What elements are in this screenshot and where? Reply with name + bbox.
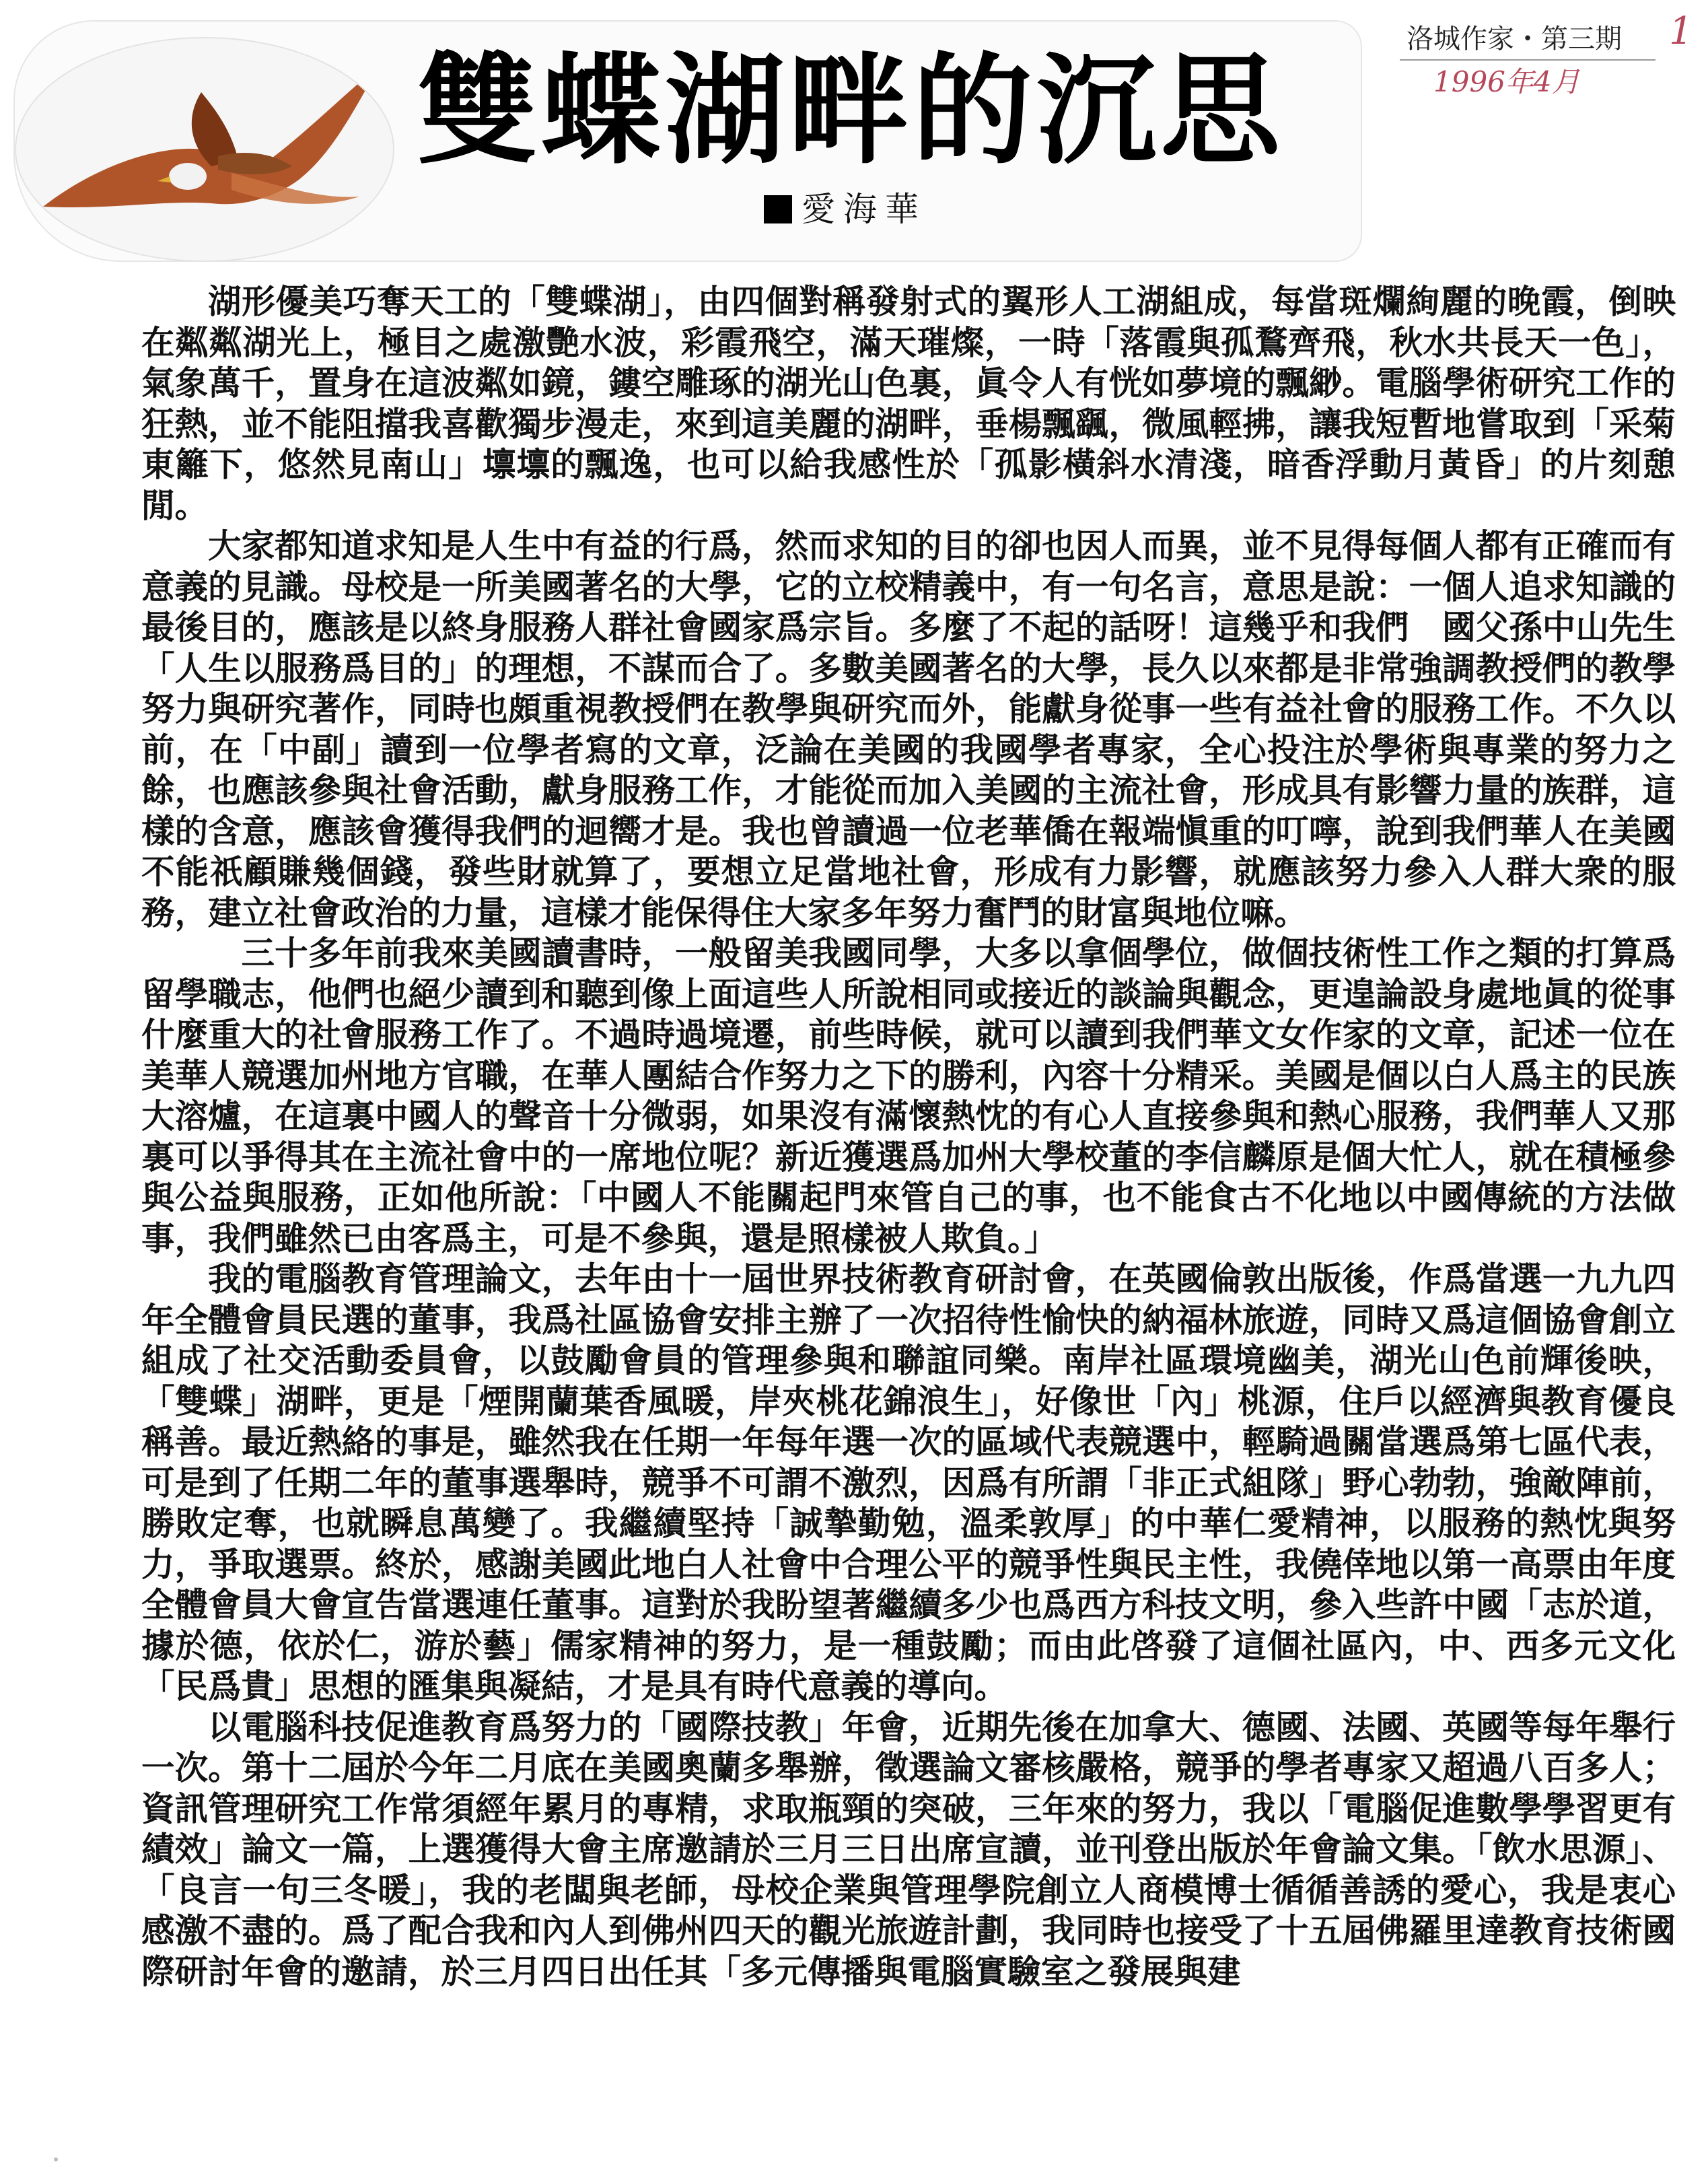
publication-label: 洛城作家・第三期 xyxy=(1407,24,1622,55)
page-number: 1 xyxy=(1669,9,1693,53)
paragraph: 大家都知道求知是人生中有益的行爲，然而求知的目的卻也因人而異，並不見得每個人都有正確而有意義的見識。母校是一所美國著名的大學，它的立校精義中，有一句名言，意思是說：一個人追求知識的最後目的，應該是以終身服務人群社會國家爲宗旨。多麼了不起的話呀！這幾乎和我們 國父孫中山先生「人生以服務爲目的」的理想，不謀而合了。多數美國著名的大學，長久以來都是非常強調教授們的教學努力與研究著作，同時也頗重視教授們在教學與研究而外，能獻身從事一些有益社會的服務工作。不久以前，在「中副」讀到一位學者寫的文章，泛論在美國的我國學者專家，全心投注於學術與專業的努力之餘，也應該參與社會活動，獻身服務工作，才能從而加入美國的主流社會，形成具有影響力量的族群，這樣的含意，應該會獲得我們的迴嚮才是。我也曾讀過一位老華僑在報端愼重的叮嚀，說到我們華人在美國不能祇顧賺幾個錢，發些財就算了，要想立足當地社會，形成有力影響，就應該努力參入人群大衆的服務，建立社會政治的力量，這樣才能保得住大家多年努力奮鬥的財富與地位嘛。 xyxy=(141,526,1676,932)
square-bullet-icon xyxy=(764,195,792,223)
paragraph: 三十多年前我來美國讀書時，一般留美我國同學，大多以拿個學位，做個技術性工作之類的打算爲留學職志，他們也絕少讀到和聽到像上面這些人所說相同或接近的談論與觀念，更遑論設身處地眞的從事什麼重大的社會服務工作了。不過時過境遷，前些時候，就可以讀到我們華文女作家的文章，記述一位在美華人競選加州地方官職，在華人團結合作努力之下的勝利，內容十分精采。美國是個以白人爲主的民族大溶爐，在這裏中國人的聲音十分微弱，如果沒有滿懷熱忱的有心人直接參與和熱心服務，我們華人又那裏可以爭得其在主流社會中的一席地位呢？新近獲選爲加州大學校董的李信麟原是個大忙人，就在積極參與公益與服務，正如他所說：「中國人不能關起門來管自己的事，也不能食古不化地以中國傳統的方法做事，我們雖然已由客爲主，可是不參與，還是照樣被人欺負。」 xyxy=(141,934,1676,1258)
author-name: 愛海華 xyxy=(802,190,927,229)
author-byline xyxy=(764,186,927,233)
eagle-icon xyxy=(16,38,393,261)
article-title: 雙蝶湖畔的沉思 xyxy=(417,41,1284,180)
article-body xyxy=(141,281,1676,1992)
divider xyxy=(1400,59,1656,61)
paragraph: 以電腦科技促進教育爲努力的「國際技教」年會，近期先後在加拿大、德國、法國、英國等每年舉行一次。第十二屆於今年二月底在美國奧蘭多舉辦，徵選論文審核嚴格，競爭的學者專家又超過八百多人；資訊管理研究工作常須經年累月的專精，求取瓶頸的突破，三年來的努力，我以「電腦促進數學學習更有績效」論文一篇，上選獲得大會主席邀請於三月三日出席宣讀，並刊登出版於年會論文集。「飲水思源」、「良言一句三冬暖」，我的老闆與老師，母校企業與管理學院創立人商模博士循循善誘的愛心，我是衷心感激不盡的。爲了配合我和內人到佛州四天的觀光旅遊計劃，我同時也接受了十五屆佛羅里達教育技術國際研討年會的邀請，於三月四日出任其「多元傳播與電腦實驗室之發展與建 xyxy=(141,1707,1676,1991)
eagle-illustration xyxy=(15,37,394,262)
scan-speck xyxy=(54,2157,58,2161)
paragraph: 我的電腦教育管理論文，去年由十一屆世界技術教育研討會，在英國倫敦出版後，作爲當選一九九四年全體會員民選的董事，我爲社區協會安排主辦了一次招待性愉快的納福林旅遊，同時又爲這個協會創立組成了社交活動委員會，以鼓勵會員的管理參與和聯誼同樂。南岸社區環境幽美，湖光山色前輝後映，「雙蝶」湖畔，更是「煙開蘭葉香風暖，岸夾桃花錦浪生」，好像世「內」桃源，住戶以經濟與教育優良稱善。最近熱絡的事是，雖然我在任期一年每年選一次的區域代表競選中，輕騎過關當選爲第七區代表，可是到了任期二年的董事選舉時，競爭不可謂不激烈，因爲有所謂「非正式組隊」野心勃勃，強敵陣前，勝敗定奪，也就瞬息萬變了。我繼續堅持「誠摯勤勉，溫柔敦厚」的中華仁愛精神，以服務的熱忱與努力，爭取選票。終於，感謝美國此地白人社會中合理公平的競爭性與民主性，我僥倖地以第一高票由年度全體會員大會宣告當選連任董事。這對於我盼望著繼續多少也爲西方科技文明，參入些許中國「志於道，據於德，依於仁，游於藝」儒家精神的努力，是一種鼓勵；而由此啓發了這個社區內，中、西多元文化「民爲貴」思想的匯集與凝結，才是具有時代意義的導向。 xyxy=(141,1259,1676,1706)
paragraph: 湖形優美巧奪天工的「雙蝶湖」，由四個對稱發射式的翼形人工湖組成，每當斑爛絢麗的晚霞，倒映在粼粼湖光上，極目之處激艷水波，彩霞飛空，滿天璀燦，一時「落霞與孤鶩齊飛，秋水共長天一色」，氣象萬千，置身在這波粼如鏡，鏤空雕琢的湖光山色裏，眞令人有恍如夢境的飄緲。電腦學術研究工作的狂熱，並不能阻擋我喜歡獨步漫走，來到這美麗的湖畔，垂楊飄颻，微風輕拂，讓我短暫地嘗取到「采菊東籬下，悠然見南山」𡒄𡒄的飄逸，也可以給我感性於「孤影橫斜水清淺，暗香浮動月黃昏」的片刻憩閒。 xyxy=(141,282,1676,525)
handwritten-date: 1996年4月 xyxy=(1433,65,1580,98)
